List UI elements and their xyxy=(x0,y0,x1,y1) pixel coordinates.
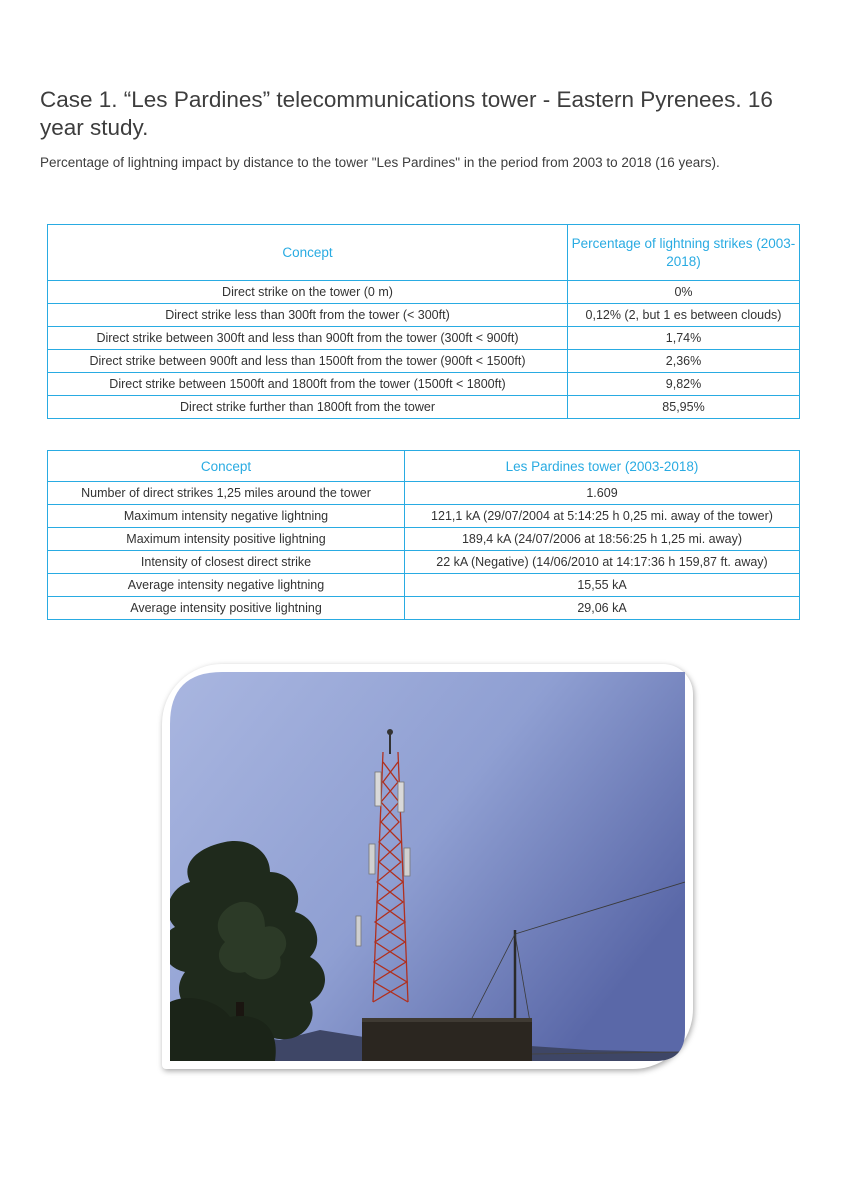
intro-paragraph: Percentage of lightning impact by distance to the tower "Les Pardines" in the period from 2003 to 2018 (16 years). xyxy=(40,155,720,170)
table-row xyxy=(48,551,800,574)
row-value: 9,82% xyxy=(568,373,800,396)
row-concept: Direct strike less than 300ft from the tower (< 300ft) xyxy=(48,304,568,327)
row-concept: Direct strike on the tower (0 m) xyxy=(48,281,568,304)
row-value: 85,95% xyxy=(568,396,800,419)
table-row xyxy=(48,597,800,620)
table-row xyxy=(48,528,800,551)
row-value: 22 kA (Negative) (14/06/2010 at 14:17:36 h 159,87 ft. away) xyxy=(405,551,800,574)
page-title: Case 1. “Les Pardines” telecommunications tower - Eastern Pyrenees. 16 year study. xyxy=(40,87,773,140)
row-value: 121,1 kA (29/07/2004 at 5:14:25 h 0,25 mi. away of the tower) xyxy=(405,505,800,528)
row-concept: Average intensity positive lightning xyxy=(48,597,405,620)
row-concept: Direct strike further than 1800ft from the tower xyxy=(48,396,568,419)
row-concept: Direct strike between 1500ft and 1800ft from the tower (1500ft < 1800ft) xyxy=(48,373,568,396)
table-row xyxy=(48,505,800,528)
header-tower: Les Pardines tower (2003-2018) xyxy=(405,451,800,482)
table-row xyxy=(48,304,800,327)
row-concept: Number of direct strikes 1,25 miles around the tower xyxy=(48,482,405,505)
table-row xyxy=(48,482,800,505)
row-value: 0,12% (2, but 1 es between clouds) xyxy=(568,304,800,327)
table-row xyxy=(48,373,800,396)
table-row xyxy=(48,281,800,304)
row-concept: Direct strike between 900ft and less than 1500ft from the tower (900ft < 1500ft) xyxy=(48,350,568,373)
row-concept: Maximum intensity negative lightning xyxy=(48,505,405,528)
row-value: 2,36% xyxy=(568,350,800,373)
row-value: 1.609 xyxy=(405,482,800,505)
strike-distance-table xyxy=(47,224,800,419)
lightning-intensity-table xyxy=(47,450,800,620)
table-header-row xyxy=(48,451,800,482)
table-header-row xyxy=(48,225,800,281)
table-row xyxy=(48,574,800,597)
tower-photo xyxy=(170,672,685,1061)
row-value: 29,06 kA xyxy=(405,597,800,620)
row-concept: Intensity of closest direct strike xyxy=(48,551,405,574)
row-value: 189,4 kA (24/07/2006 at 18:56:25 h 1,25 mi. away) xyxy=(405,528,800,551)
row-value: 0% xyxy=(568,281,800,304)
header-concept: Concept xyxy=(48,225,568,281)
row-value: 15,55 kA xyxy=(405,574,800,597)
row-concept: Average intensity negative lightning xyxy=(48,574,405,597)
header-percentage: Percentage of lightning strikes (2003-2018) xyxy=(568,225,800,281)
header-concept: Concept xyxy=(48,451,405,482)
row-value: 1,74% xyxy=(568,327,800,350)
tower-photo-frame xyxy=(162,664,693,1069)
table-row xyxy=(48,396,800,419)
table-row xyxy=(48,350,800,373)
row-concept: Maximum intensity positive lightning xyxy=(48,528,405,551)
row-concept: Direct strike between 300ft and less than 900ft from the tower (300ft < 900ft) xyxy=(48,327,568,350)
table-row xyxy=(48,327,800,350)
